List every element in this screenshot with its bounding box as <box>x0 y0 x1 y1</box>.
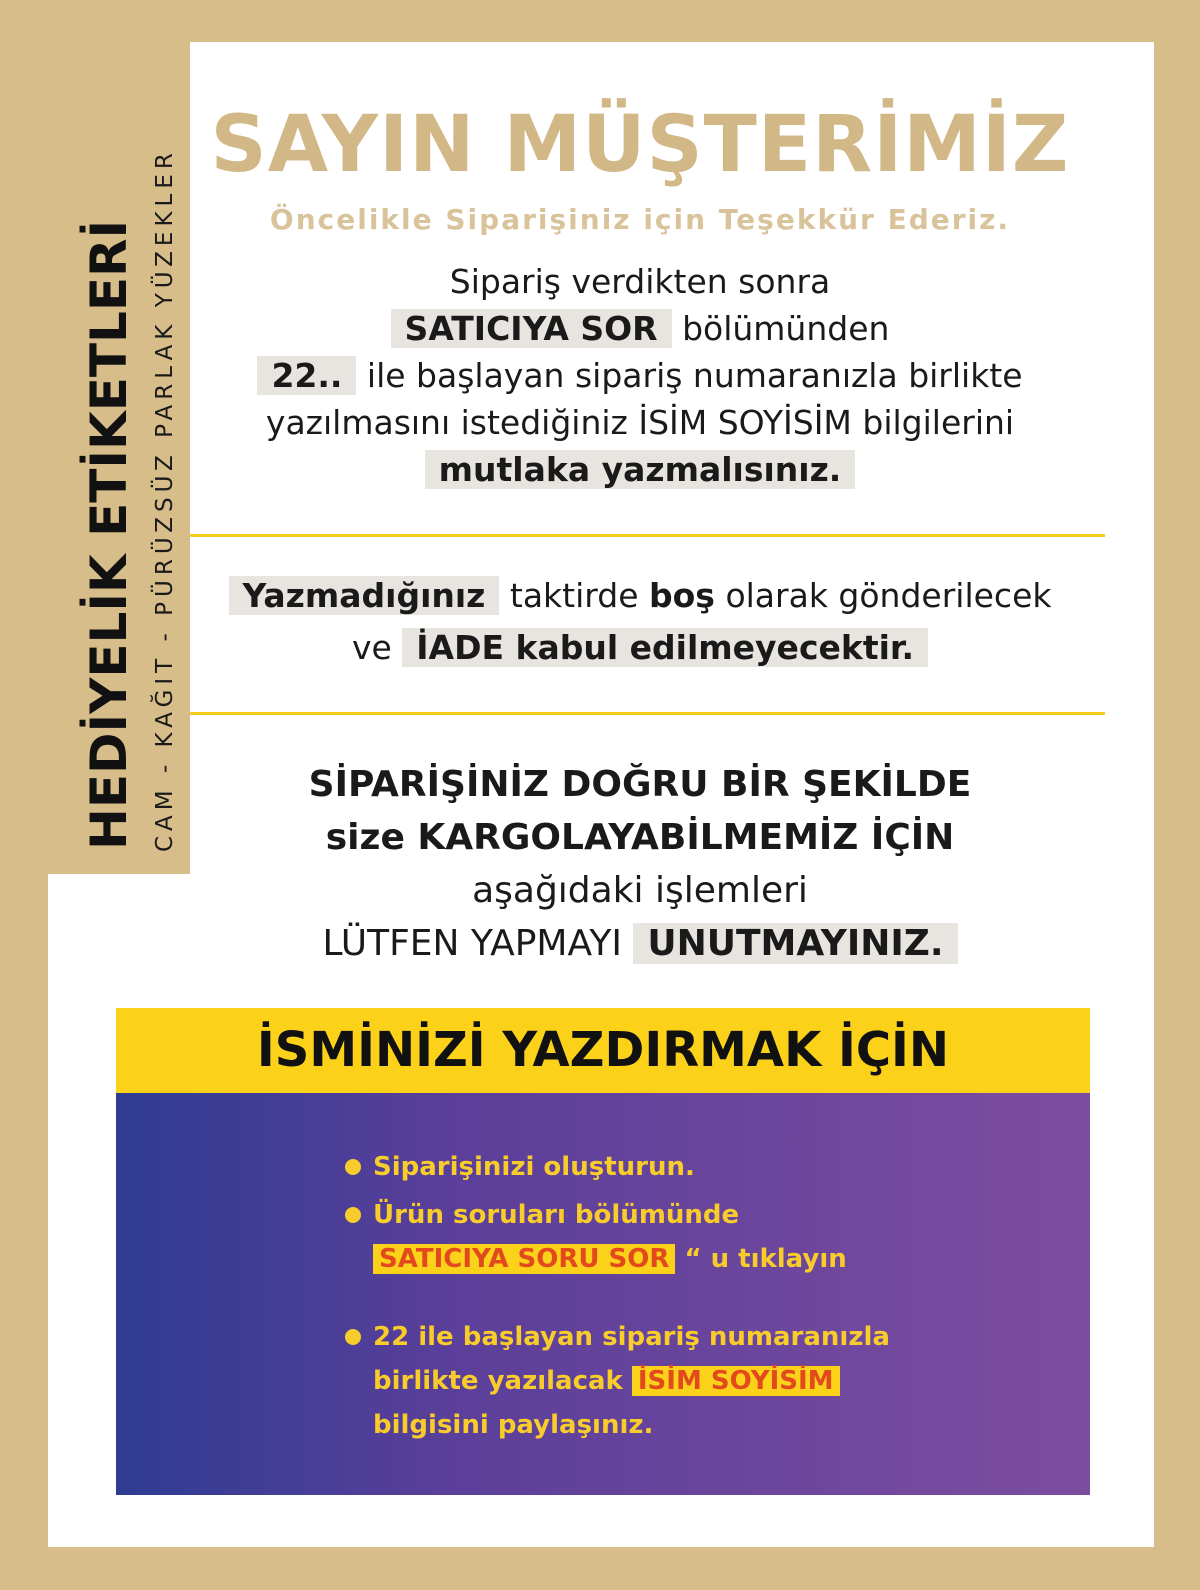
warning-line-1 <box>190 570 1090 622</box>
side-subtitle: CAM - KAĞIT - PÜRÜZSÜZ PARLAK YÜZEKLER <box>152 148 178 852</box>
step-item-1 <box>345 1145 965 1189</box>
highlight-saticiya-sor: SATICIYA SOR <box>391 309 672 348</box>
page-title: SAYIN MÜŞTERİMİZ <box>210 100 1070 190</box>
instruction-line-1: Sipariş verdikten sonra <box>449 262 831 301</box>
section-title: İSMİNİZİ YAZDIRMAK İÇİN <box>256 1022 950 1078</box>
instruction-block <box>190 258 1090 493</box>
bullet-dot-icon <box>345 1159 361 1175</box>
section-header <box>116 1008 1090 1093</box>
highlight-not-written: Yazmadığınız <box>229 576 500 615</box>
warning-line-1-mid: taktirde <box>499 576 650 615</box>
highlight-must-write: mutlaka yazmalısınız. <box>425 450 856 489</box>
divider-1 <box>190 534 1105 537</box>
warning-line-2 <box>190 622 1090 674</box>
steps-list <box>345 1145 965 1447</box>
bullet-dot-icon <box>345 1207 361 1223</box>
instruction-line-3-rest: ile başlayan sipariş numaranızla birlikte <box>356 356 1023 395</box>
tag-ask-seller: SATICIYA SORU SOR <box>373 1244 675 1274</box>
reminder-line-1: SİPARİŞİNİZ DOĞRU BİR ŞEKİLDE <box>308 764 972 805</box>
bullet-dot-icon <box>345 1329 361 1345</box>
tag-name-surname: İSİM SOYİSİM <box>632 1366 840 1396</box>
page-subtitle: Öncelikle Siparişiniz için Teşekkür Ederiz. <box>269 203 1011 236</box>
step-3-line-2 <box>373 1359 965 1403</box>
step-item-3 <box>345 1315 965 1447</box>
highlight-order-prefix: 22.. <box>257 356 356 395</box>
instruction-line-4: yazılmasını istediğiniz İSİM SOYİSİM bilgilerini <box>265 403 1015 442</box>
warning-empty: boş <box>649 576 715 615</box>
step-1-text: Siparişinizi oluşturun. <box>373 1152 695 1182</box>
reminder-line-4 <box>190 917 1090 970</box>
reminder-line-2: size KARGOLAYABİLMEMİZ İÇİN <box>325 817 955 858</box>
step-3-line-2-prefix: birlikte yazılacak <box>373 1366 632 1396</box>
warning-line-1-rest: olarak gönderilecek <box>714 576 1052 615</box>
instruction-line-2 <box>190 305 1090 352</box>
warning-line-2-prefix: ve <box>351 628 403 667</box>
reminder-line-3: aşağıdaki işlemleri <box>472 870 808 911</box>
instruction-line-3 <box>190 352 1090 399</box>
highlight-dont-forget: UNUTMAYINIZ. <box>633 923 957 964</box>
highlight-no-return: İADE kabul edilmeyecektir. <box>402 628 928 667</box>
warning-block <box>190 570 1090 674</box>
step-2-rest: “ u tıklayın <box>684 1244 847 1274</box>
instruction-line-2-rest: bölümünden <box>671 309 890 348</box>
side-title: HEDİYELİK ETİKETLERİ <box>80 219 138 850</box>
reminder-block <box>190 758 1090 970</box>
step-2-line-1: Ürün soruları bölümünde <box>373 1200 740 1230</box>
divider-2 <box>190 712 1105 715</box>
step-item-2 <box>345 1193 965 1281</box>
step-3-line-1: 22 ile başlayan sipariş numaranızla <box>373 1322 890 1352</box>
instruction-line-5 <box>190 446 1090 493</box>
reminder-line-4-prefix: LÜTFEN YAPMAYI <box>322 923 634 964</box>
step-3-line-3: bilgisini paylaşınız. <box>373 1410 654 1440</box>
step-2-line-2 <box>373 1237 965 1281</box>
